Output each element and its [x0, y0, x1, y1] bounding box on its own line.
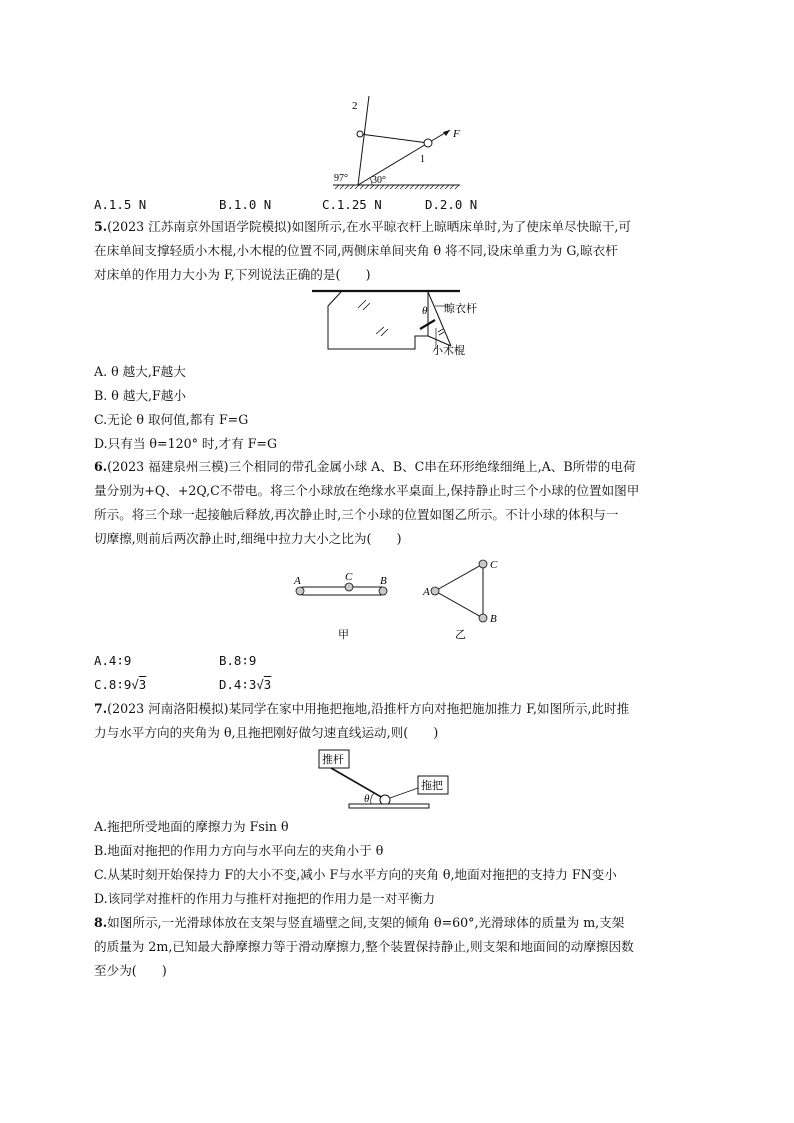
q7-number: 7. [94, 701, 108, 716]
sheet-left [328, 292, 428, 349]
fig-jia-caption: 甲 [338, 629, 349, 641]
label-97-deg: 97° [334, 173, 348, 184]
fig-jia-ball-a [296, 587, 304, 595]
mop-label: 拖把 [421, 780, 443, 792]
label-1: 1 [420, 154, 425, 165]
q7-option-d[interactable]: D.该同学对推杆的作用力与推杆对拖把的作用力是一对平衡力 [94, 891, 436, 906]
q7-line-1: 7.(2023 河南洛阳模拟)某同学在家中用拖把拖地,沿推杆方向对拖把施加推力 F,如图所示,此时推 [94, 701, 630, 716]
q5-line-2: 在床单间支撑轻质小木棍,小木棍的位置不同,两侧床单间夹角 θ 将不同,设床单重力为 G,晾衣杆 [94, 243, 618, 258]
q5-option-c[interactable]: C.无论 θ 取何值,都有 F=G [94, 412, 249, 427]
floor [349, 804, 429, 808]
node-2-circle [357, 131, 363, 137]
fig-jia-ball-c [345, 583, 353, 591]
fig-yi-caption: 乙 [455, 629, 466, 641]
pole-label: 晾衣杆 [444, 303, 477, 315]
sqrt-c: √3 [131, 677, 147, 692]
fig-yi-ball-c [479, 560, 487, 568]
fig-jia-rope [299, 587, 385, 595]
q7-line-2: 力与水平方向的夹角为 θ,且拖把刚好做匀速直线运动,则( ) [94, 725, 439, 740]
q7-option-c[interactable]: C.从某时刻开始保持力 F的大小不变,减小 F与水平方向的夹角 θ,地面对拖把的支持力 FN变小 [94, 867, 617, 882]
q4-option-d[interactable]: D.2.0 N [425, 197, 478, 212]
q8-line-2: 的质量为 2m,已知最大静摩擦力等于滑动摩擦力,整个装置保持静止,则支架和地面间的动摩擦因数 [94, 939, 634, 954]
q4-force-diagram [325, 92, 470, 192]
label-F: F [453, 128, 460, 140]
fig-jia-label-c: C [345, 571, 353, 583]
fig-jia-ball-b [379, 587, 387, 595]
rope-lower [358, 143, 428, 185]
stick-label: 小木棍 [432, 345, 465, 357]
theta-arc [371, 793, 374, 804]
q6-option-b[interactable]: B.8∶9 [219, 653, 257, 668]
fig-jia-label-b: B [380, 575, 387, 587]
q7-option-b[interactable]: B.地面对拖把的作用力方向与水平向左的夹角小于 θ [94, 843, 384, 858]
fig-yi-label-c: C [490, 559, 498, 571]
q6-line-1: 6.(2023 福建泉州三模)三个相同的带孔金属小球 A、B、C串在环形绝缘细绳上,A、B所带的电荷 [94, 459, 636, 474]
theta-label: θ [364, 793, 370, 805]
q5-line-3: 对床单的作用力大小为 F,下列说法正确的是( ) [94, 267, 371, 282]
q7-mop-diagram [315, 746, 450, 812]
arrowhead-icon [443, 130, 450, 136]
q4-option-c[interactable]: C.1.25 N [322, 197, 382, 212]
q6-number: 6. [94, 459, 108, 474]
q5-option-d[interactable]: D.只有当 θ=120° 时,才有 F=G [94, 436, 278, 451]
q8-line-1: 8.如图所示,一光滑球体放在支架与竖直墙壁之间,支架的倾角 θ=60°,光滑球体的质量为 m,支架 [94, 915, 625, 930]
mop-leader [390, 788, 418, 798]
q6-option-a[interactable]: A.4∶9 [94, 653, 132, 668]
node-1-circle [424, 139, 432, 147]
fig-yi-ball-a [431, 587, 439, 595]
label-2: 2 [352, 100, 358, 112]
q6-line-3: 所示。将三个球一起接触后释放,再次静止时,三个小球的位置如图乙所示。不计小球的体积与一 [94, 507, 619, 522]
q5-option-a[interactable]: A. θ 越大,F越大 [94, 364, 186, 379]
q5-option-b[interactable]: B. θ 越大,F越小 [94, 388, 186, 403]
q8-line-3: 至少为( ) [94, 963, 167, 978]
hatch-marks [358, 300, 444, 336]
q7-option-a[interactable]: A.拖把所受地面的摩擦力为 Fsin θ [94, 819, 289, 834]
rod-label: 推杆 [322, 754, 344, 766]
q4-option-b[interactable]: B.1.0 N [219, 197, 272, 212]
fig-yi-label-a: A [423, 586, 430, 598]
q6-option-d[interactable]: D.4∶3√3 [219, 677, 272, 692]
fig-jia-label-a: A [294, 575, 301, 587]
fig-yi-label-b: B [490, 613, 497, 625]
sqrt-d: √3 [256, 677, 272, 692]
q6-ball-diagram [285, 556, 510, 646]
q6-line-4: 切摩擦,则前后两次静止时,细绳中拉力大小之比为( ) [94, 531, 402, 546]
wall-rod-2 [358, 96, 369, 185]
q4-option-a[interactable]: A.1.5 N [94, 197, 147, 212]
theta-label: θ [422, 305, 428, 317]
push-rod [331, 768, 383, 798]
q6-line-2: 量分别为+Q、+2Q,C不带电。将三个小球放在绝缘水平桌面上,保持静止时三个小球的位置如图甲 [94, 483, 640, 498]
fig-yi-ball-b [479, 614, 487, 622]
rope-to-1 [360, 134, 428, 143]
q8-number: 8. [94, 915, 108, 930]
ground-hatching [335, 185, 459, 189]
q5-number: 5. [94, 219, 108, 234]
q6-option-c[interactable]: C.8∶9√3 [94, 677, 147, 692]
q5-sheet-diagram [310, 284, 495, 364]
fig-yi-triangle [435, 564, 483, 618]
label-30-deg: 30° [372, 175, 386, 186]
q5-line-1: 5.(2023 江苏南京外国语学院模拟)如图所示,在水平晾衣杆上晾晒床单时,为了使床单尽快晾干,可 [94, 219, 632, 234]
